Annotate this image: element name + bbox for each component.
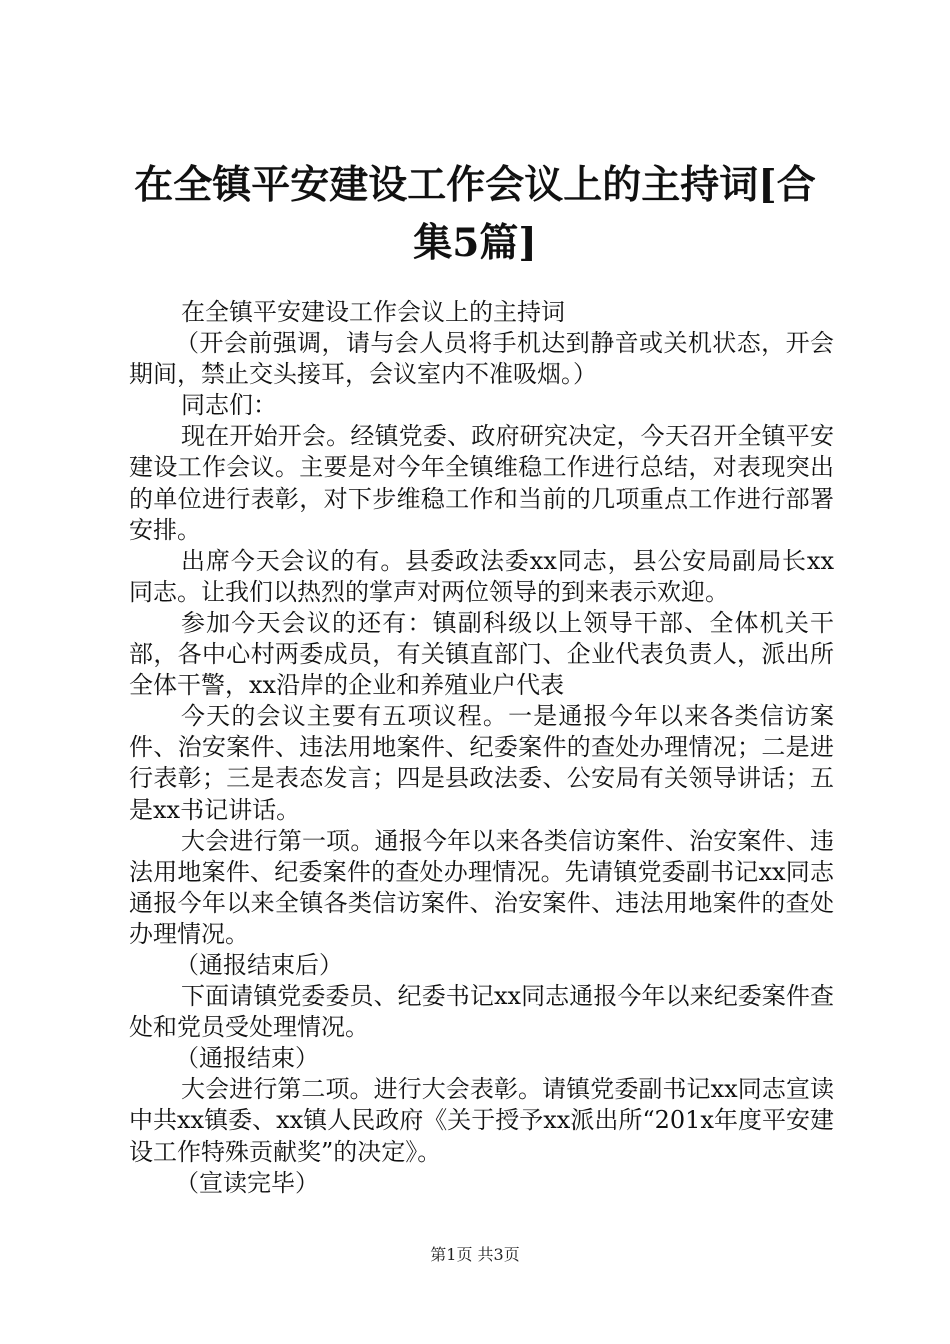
paragraph-discipline-report: 下面请镇党委委员、纪委书记xx同志通报今年以来纪委案件查处和党员受处理情况。 (129, 982, 834, 1042)
paragraph-greeting: 同志们： (181, 391, 277, 420)
paragraph-agenda: 今天的会议主要有五项议程。一是通报今年以来各类信访案件、治安案件、违法用地案件、纪委案件的查处办理情况；二是进行表彰；三是表态发言；四是县政法委、公安局有关领导讲话；五是xx书记讲话。 (129, 702, 834, 824)
paragraph-note-reading-end: （宣读完毕） (175, 1168, 319, 1197)
paragraph-item-one: 大会进行第一项。通报今年以来各类信访案件、治安案件、违法用地案件、纪委案件的查处办理情况。先请镇党委副书记xx同志通报今年以来全镇各类信访案件、治安案件、违法用地案件的查处办理情况。 (129, 826, 834, 948)
paragraph-reminder: （开会前强调，请与会人员将手机达到静音或关机状态，开会期间，禁止交头接耳，会议室内不准吸烟。） (129, 329, 834, 389)
paragraph-item-two: 大会进行第二项。进行大会表彰。请镇党委副书记xx同志宣读中共xx镇委、xx镇人民政府《关于授予xx派出所“201x年度平安建设工作特殊贡献奖”的决定》。 (129, 1075, 834, 1166)
page-footer: 第1页 共3页 (430, 1245, 520, 1264)
paragraph-note-report-end: （通报结束） (175, 1044, 319, 1073)
document-title: 在全镇平安建设工作会议上的主持词[合集5篇] (134, 162, 816, 266)
paragraph-participants: 参加今天会议的还有：镇副科级以上领导干部、全体机关干部，各中心村两委成员，有关镇直部门、企业代表负责人，派出所全体干警，xx沿岸的企业和养殖业户代表 (129, 608, 834, 700)
document-body (129, 297, 834, 1199)
paragraph-heading: 在全镇平安建设工作会议上的主持词 (181, 298, 565, 326)
paragraph-note-after-report: （通报结束后） (175, 950, 343, 979)
paragraph-opening: 现在开始开会。经镇党委、政府研究决定，今天召开全镇平安建设工作会议。主要是对今年全镇维稳工作进行总结，对表现突出的单位进行表彰，对下步维稳工作和当前的几项重点工作进行部署安排。 (129, 422, 834, 544)
paragraph-attendees: 出席今天会议的有。县委政法委xx同志，县公安局副局长xx同志。让我们以热烈的掌声对两位领导的到来表示欢迎。 (129, 546, 834, 606)
